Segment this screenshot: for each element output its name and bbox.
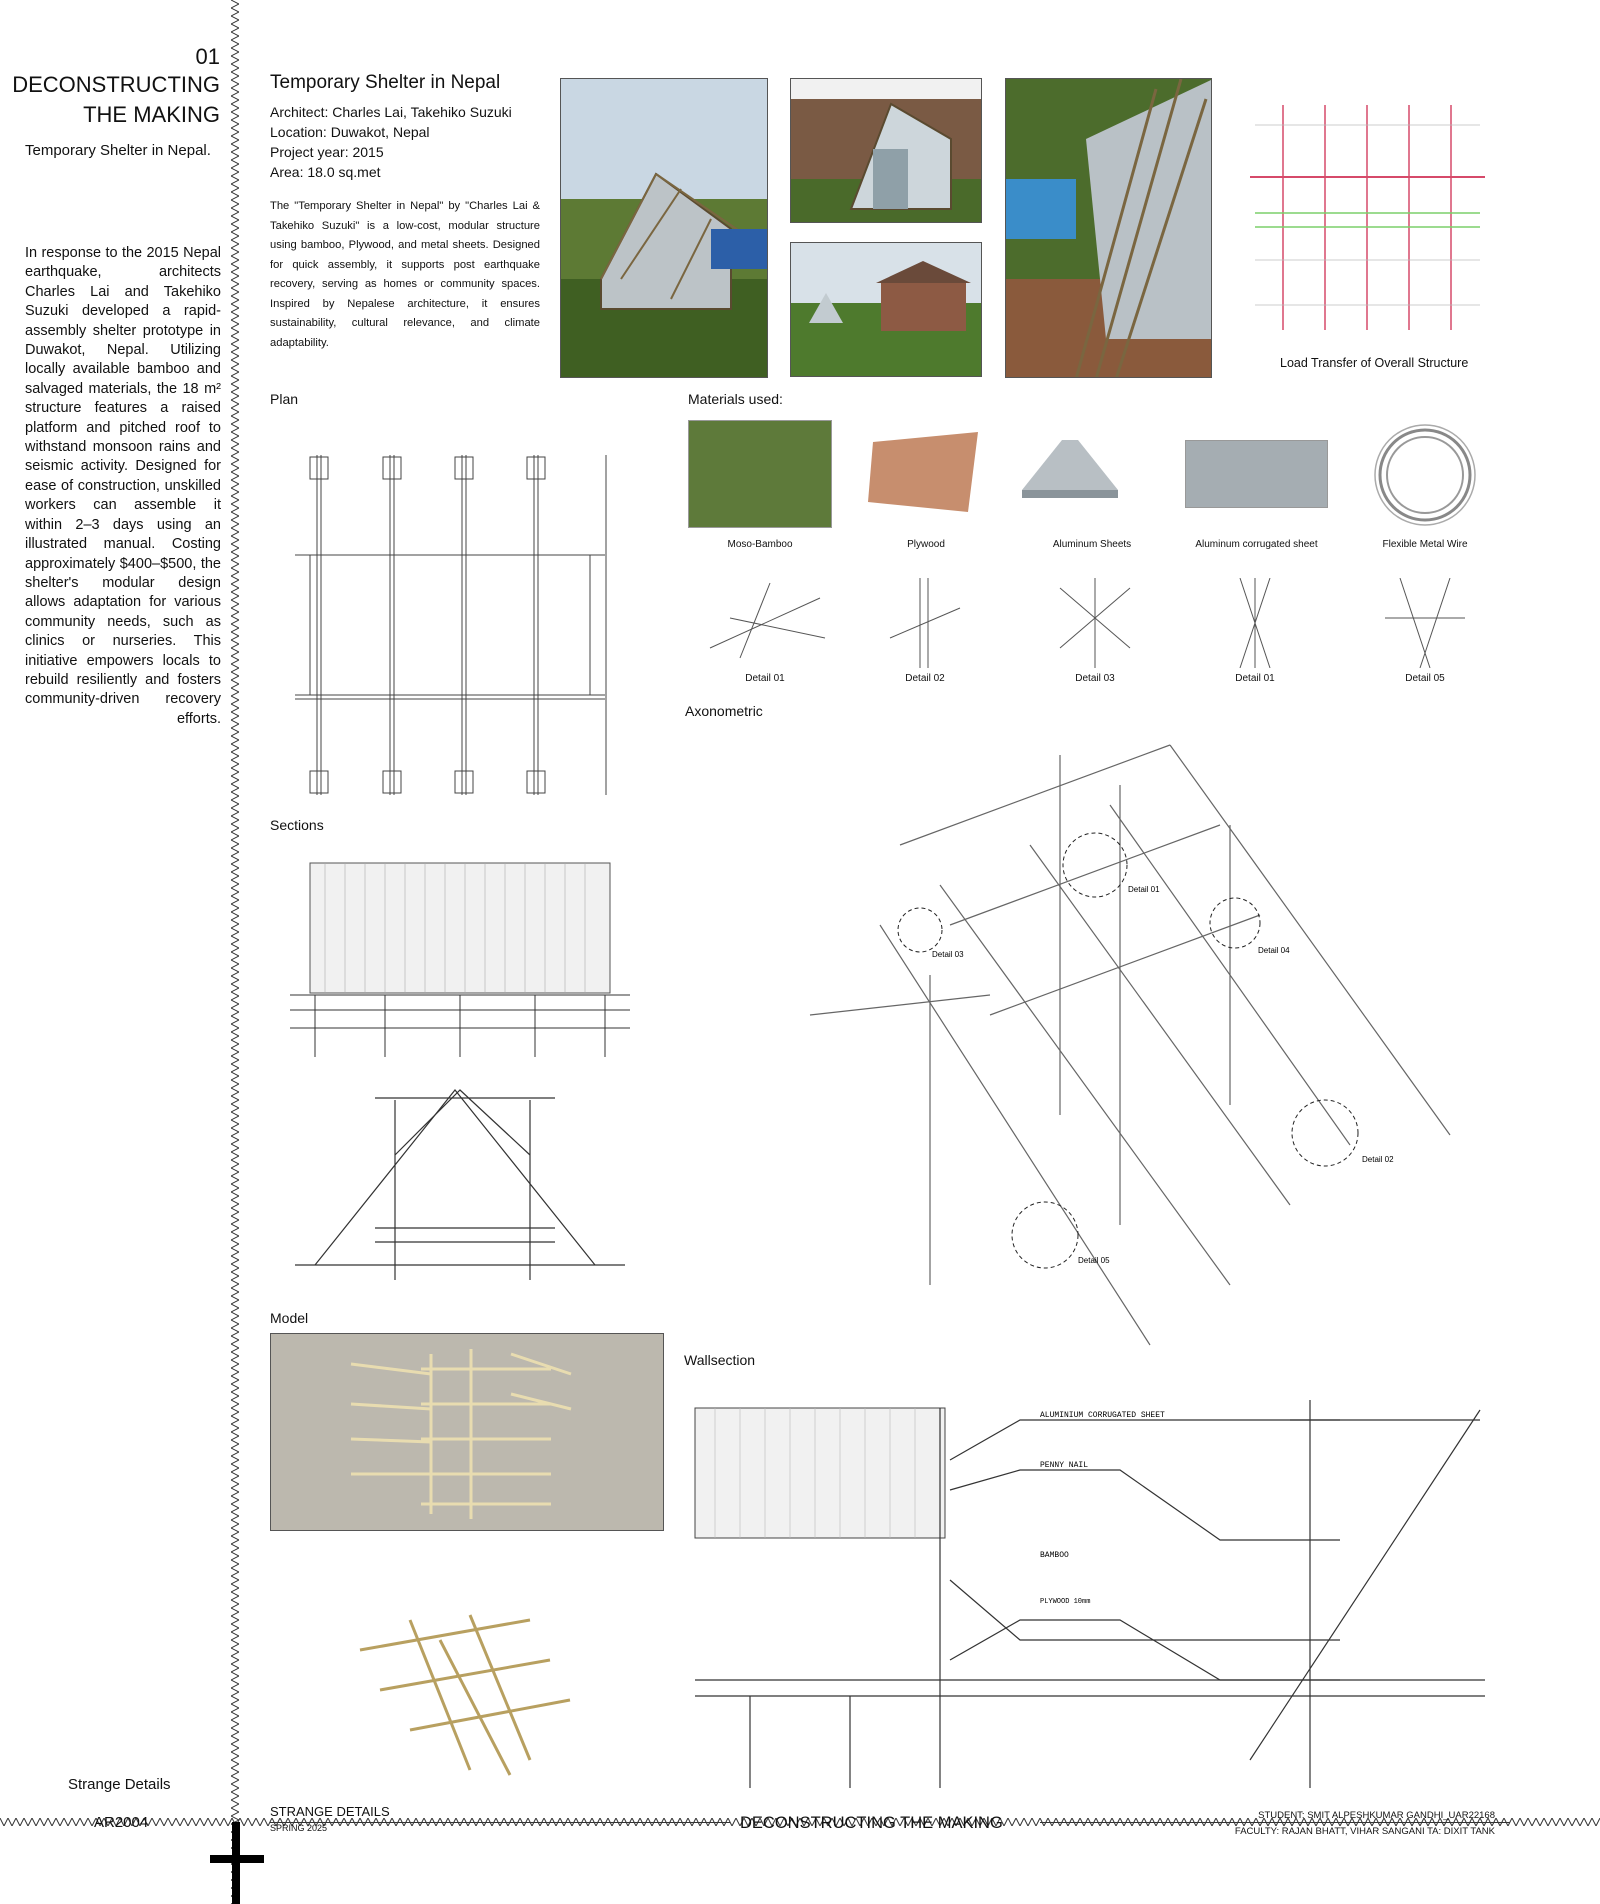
site-photo-1 [560,78,768,378]
site-photo-4 [1005,78,1212,378]
wallsection-callout-1: ALUMINIUM CORRUGATED SHEET [1040,1411,1165,1420]
footer-rule-right [1040,1822,1510,1823]
detail-label-5: Detail 05 [1405,673,1445,684]
material-aluminum-sheet-image [1022,440,1118,500]
detail-sketch-4 [1210,578,1300,668]
project-meta [270,102,512,182]
area-line: Area: 18.0 sq.met [270,164,381,180]
material-label-3: Aluminum Sheets [1052,539,1132,550]
year-line: Project year: 2015 [270,144,384,160]
model-photo-bottom [350,1610,580,1780]
sheet-subtitle: Temporary Shelter in Nepal. [25,142,211,159]
axo-callout-1: Detail 01 [1128,885,1160,894]
load-transfer-diagram [1245,95,1490,335]
footer-course-title: STRANGE DETAILS [270,1804,390,1819]
footer-semester: SPRING 2025 [270,1823,328,1833]
axo-callout-2: Detail 03 [932,950,964,959]
material-label-5: Flexible Metal Wire [1382,539,1468,550]
course-code: AR2004 [94,1814,149,1831]
plus-mark-horizontal [210,1855,264,1863]
sheet-title-line1: DECONSTRUCTING [12,72,220,97]
material-label-2: Plywood [907,539,945,550]
detail-label-1: Detail 01 [745,673,785,684]
wallsection-callout-4: PLYWOOD 10mm [1040,1598,1091,1606]
plan-heading: Plan [270,391,299,407]
sidebar-description: In response to the 2015 Nepal earthquake, architects Charles Lai and Takehiko Suzuki developed a rapid-assembly shelter prototype in Duwakot, Nepal. Utilizing locally available bamboo and salvaged materials, the 18 m² structure features a raised platform and pitched roof to withstand monsoon rains and seismic activity. Designed for ease of construction, unskilled workers can assemble it within 2–3 days using an illustrated manual. Costing approximately $400–$500, the shelter's modular design allows adaptation for various community needs, such as clinics or nurseries. This initiative empowers locals to rebuild resiliently and fosters community-driven recovery efforts. [25,245,221,727]
plan-drawing [290,445,630,805]
site-photo-2 [790,78,982,223]
material-wire-image [1370,420,1480,530]
location-line: Location: Duwakot, Nepal [270,124,430,140]
footer-center-title: DECONSTRUCTING THE MAKING [740,1814,1003,1832]
architect-line: Architect: Charles Lai, Takehiko Suzuki [270,104,512,120]
model-photo-top [270,1333,664,1531]
axonometric-drawing [790,725,1490,1365]
wallsection-callout-3: BAMBOO [1040,1551,1069,1560]
detail-label-3: Detail 03 [1075,673,1115,684]
model-heading: Model [270,1310,309,1326]
detail-sketch-3 [1050,578,1140,668]
course-name: Strange Details [68,1776,171,1793]
plus-mark-vertical [232,1822,240,1904]
cross-section-drawing [285,1080,635,1300]
footer-student: STUDENT: SMIT ALPESHKUMAR GANDHI_UAR22168 [1258,1810,1495,1821]
site-photo-3 [790,242,982,377]
project-title: Temporary Shelter in Nepal [270,72,501,93]
detail-sketch-2 [880,578,970,668]
footer-faculty: FACULTY: RAJAN BHATT, VIHAR SANGANI TA: DIXIT TANK [1234,1826,1495,1837]
axo-callout-3: Detail 04 [1258,946,1290,955]
material-plywood-image [868,432,984,516]
sheet-title [0,70,220,130]
load-transfer-label: Load Transfer of Overall Structure [1280,356,1469,370]
material-label-4: Aluminum corrugated sheet [1195,539,1318,550]
sheet-title-line2: THE MAKING [83,102,220,127]
detail-label-4: Detail 01 [1235,673,1275,684]
wallsection-drawing [690,1380,1490,1790]
detail-sketch-1 [700,578,830,668]
axo-callout-5: Detail 05 [1078,1256,1110,1265]
material-label-1: Moso-Bamboo [727,539,793,550]
wallsection-heading: Wallsection [684,1352,756,1368]
axo-callout-4: Detail 02 [1362,1155,1394,1164]
sections-heading: Sections [270,817,324,833]
axonometric-heading: Axonometric [685,703,763,719]
material-bamboo-image [688,420,832,528]
sheet-number: 01 [195,44,220,69]
detail-sketch-5 [1380,578,1470,668]
wallsection-callout-2: PENNY NAIL [1040,1461,1089,1470]
project-description: The "Temporary Shelter in Nepal" by "Charles Lai & Takehiko Suzuki" is a low-cost, modular structure using bamboo, Plywood, and metal sheets. Designed for quick assembly, it supports post earthquake recovery, serving as homes or community spaces. Inspired by Nepalese architecture, it ensures sustainability, cultural relevance, and climate adaptability. [270,200,540,349]
materials-heading: Materials used: [688,391,783,407]
vertical-zigzag-border [231,0,239,1904]
footer-rule-left [270,1822,730,1823]
detail-label-2: Detail 02 [905,673,945,684]
material-corrugated-image [1185,440,1328,508]
long-section-drawing [285,845,635,1060]
